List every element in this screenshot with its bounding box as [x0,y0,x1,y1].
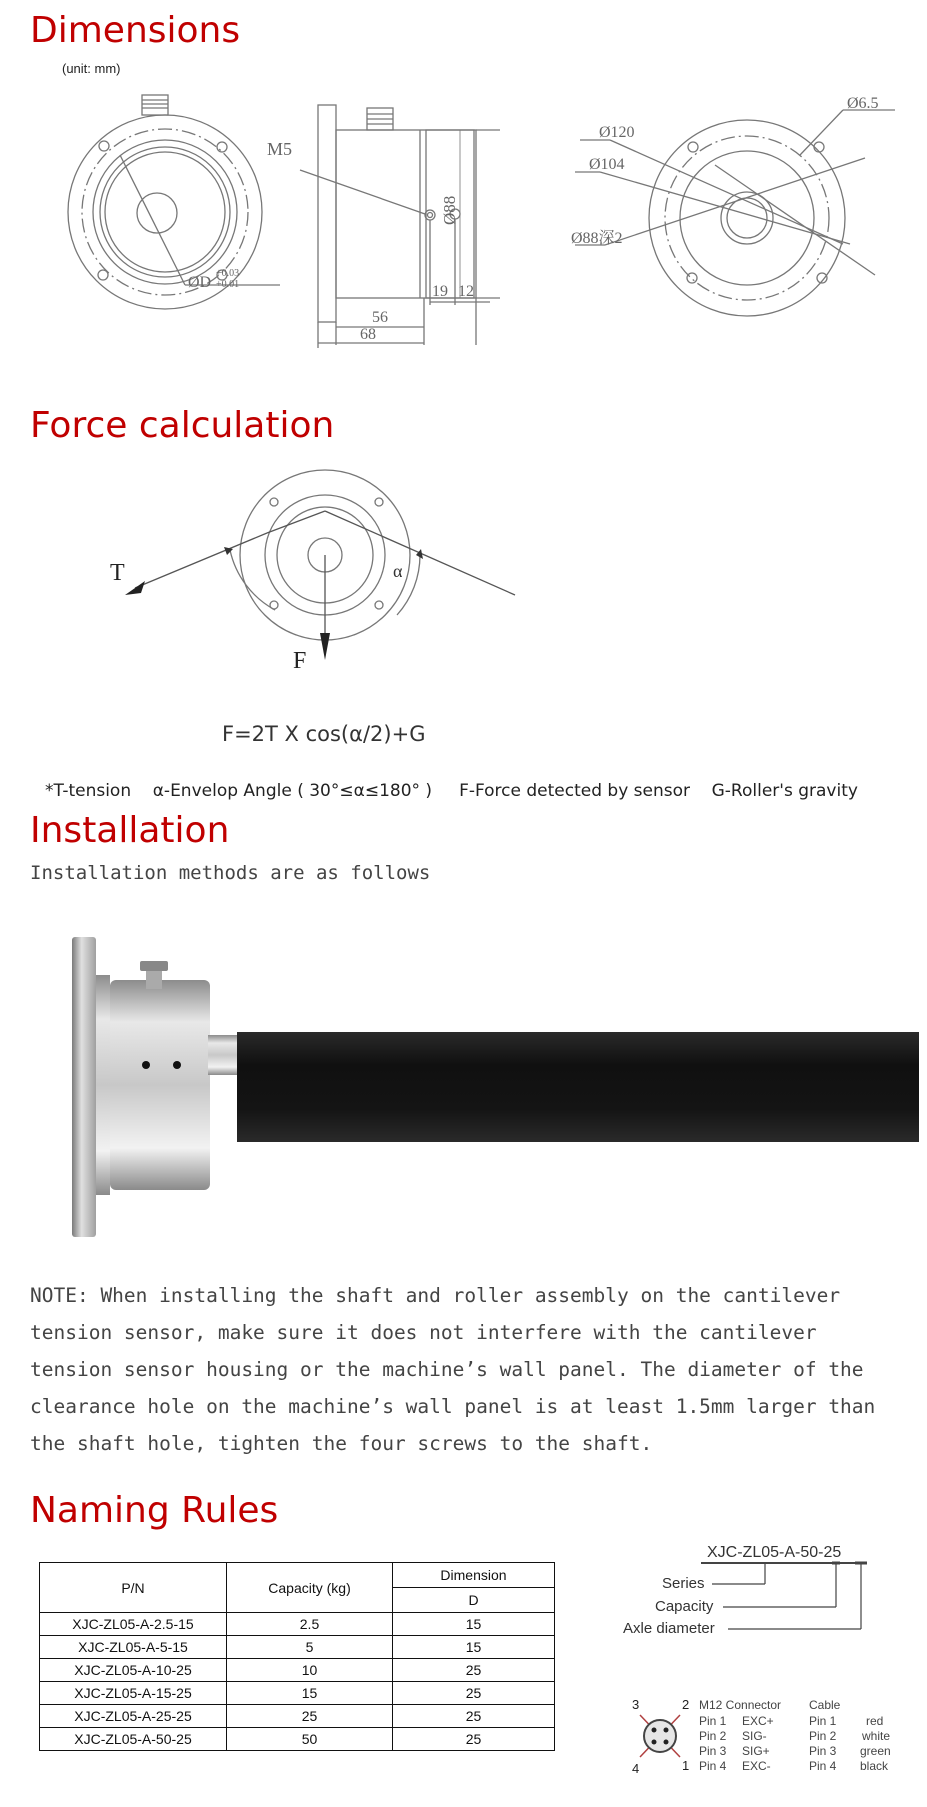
installation-subtitle: Installation methods are as follows [30,862,431,884]
m12-header: M12 Connector [699,1698,782,1712]
model-code-diagram [615,1540,915,1650]
force-f-label: F [293,648,307,674]
pin-label: Pin 1 [699,1714,727,1728]
pn-cell: XJC-ZL05-A-25-25 [40,1705,227,1728]
force-heading: Force calculation [30,405,335,446]
dia104-label: Ø104 [589,156,625,173]
pin-label: Pin 4 [699,1759,727,1773]
installation-note: NOTE: When installing the shaft and roller assembly on the cantilever tension sensor, make sure it does not interfere with the cantilever tension sensor housing or the machine’s wall panel. The diameter of the clearance hole on the machine’s wall panel is at least 1.5mm larger than the shaft hole, tighten the four screws to the shaft. [30,1284,876,1455]
code-capacity-label: Capacity [655,1598,714,1615]
dim-68: 68 [360,326,376,343]
force-formula: F=2T X cos(α/2)+G [222,722,426,746]
installation-photo [70,925,870,1245]
d-cell: 25 [393,1728,555,1751]
cable-pin: Pin 1 [809,1714,837,1728]
pin-signal: SIG- [742,1729,767,1743]
dim-12: 12 [458,283,474,300]
m12-connector-diagram [620,1695,920,1785]
capacity-cell: 15 [227,1682,393,1705]
pn-table [39,1562,555,1751]
pin-label: Pin 3 [699,1744,727,1758]
pn-cell: XJC-ZL05-A-50-25 [40,1728,227,1751]
force-legend: *T-tension α-Envelop Angle ( 30°≤α≤180° ) F-Force detected by sensor G-Roller's gravity [45,781,858,801]
pn-cell: XJC-ZL05-A-2.5-15 [40,1613,227,1636]
dimensions-heading: Dimensions [30,10,241,51]
unit-note: (unit: mm) [62,61,121,76]
capacity-cell: 2.5 [227,1613,393,1636]
d-cell: 15 [393,1613,555,1636]
dimension-front-view [40,95,240,345]
cable-pin: Pin 3 [809,1744,837,1758]
pin-signal: SIG+ [742,1744,770,1758]
pin-label: Pin 2 [699,1729,727,1743]
table-row [40,1613,555,1636]
tension-t-label: T [110,560,125,586]
capacity-header: Capacity (kg) [227,1563,393,1613]
table-row [40,1728,555,1751]
table-row [40,1705,555,1728]
dia120-label: Ø120 [599,124,635,141]
d-cell: 25 [393,1682,555,1705]
dim-56: 56 [372,309,388,326]
pin-number-1: 1 [682,1758,690,1773]
pin-number-2: 2 [682,1697,690,1712]
pin-number-3: 3 [632,1697,640,1712]
d-header: D [393,1588,555,1613]
cable-pin: Pin 4 [809,1759,837,1773]
capacity-cell: 5 [227,1636,393,1659]
dia88-depth-label: Ø88深2 [571,230,623,247]
table-row [40,1682,555,1705]
tolerance-upper: +0.03 [216,268,240,279]
cable-color: black [860,1759,889,1773]
d-cell: 25 [393,1659,555,1682]
dia88-side-label: Ø88 [440,195,459,225]
pn-cell: XJC-ZL05-A-5-15 [40,1636,227,1659]
capacity-cell: 25 [227,1705,393,1728]
m5-label: M5 [267,139,293,159]
installation-heading: Installation [30,810,230,851]
dimension-back-view [571,95,905,335]
model-code: XJC-ZL05-A-50-25 [707,1544,842,1561]
cable-color: red [866,1714,884,1728]
dimension-header: Dimension [393,1563,555,1588]
pn-header: P/N [40,1563,227,1613]
cable-color: green [860,1744,891,1758]
pn-cell: XJC-ZL05-A-15-25 [40,1682,227,1705]
diameter-d-label: ØD [188,274,212,291]
dim-19: 19 [432,283,448,300]
cable-color: white [862,1729,891,1743]
pin-signal: EXC- [742,1759,771,1773]
tolerance-lower: +0.01 [216,279,240,290]
table-row [40,1659,555,1682]
naming-heading: Naming Rules [30,1490,279,1531]
capacity-cell: 10 [227,1659,393,1682]
force-diagram [105,465,535,695]
pin-signal: EXC+ [742,1714,774,1728]
d-cell: 15 [393,1636,555,1659]
pin-number-4: 4 [632,1761,640,1776]
cable-pin: Pin 2 [809,1729,837,1743]
dia65-label: Ø6.5 [847,95,879,112]
code-axle-label: Axle diameter [623,1620,715,1637]
alpha-label: α [393,561,403,581]
code-series-label: Series [662,1575,705,1592]
dimension-side-view [267,90,530,400]
table-row [40,1636,555,1659]
pn-cell: XJC-ZL05-A-10-25 [40,1659,227,1682]
capacity-cell: 50 [227,1728,393,1751]
cable-header: Cable [809,1698,841,1712]
d-cell: 25 [393,1705,555,1728]
